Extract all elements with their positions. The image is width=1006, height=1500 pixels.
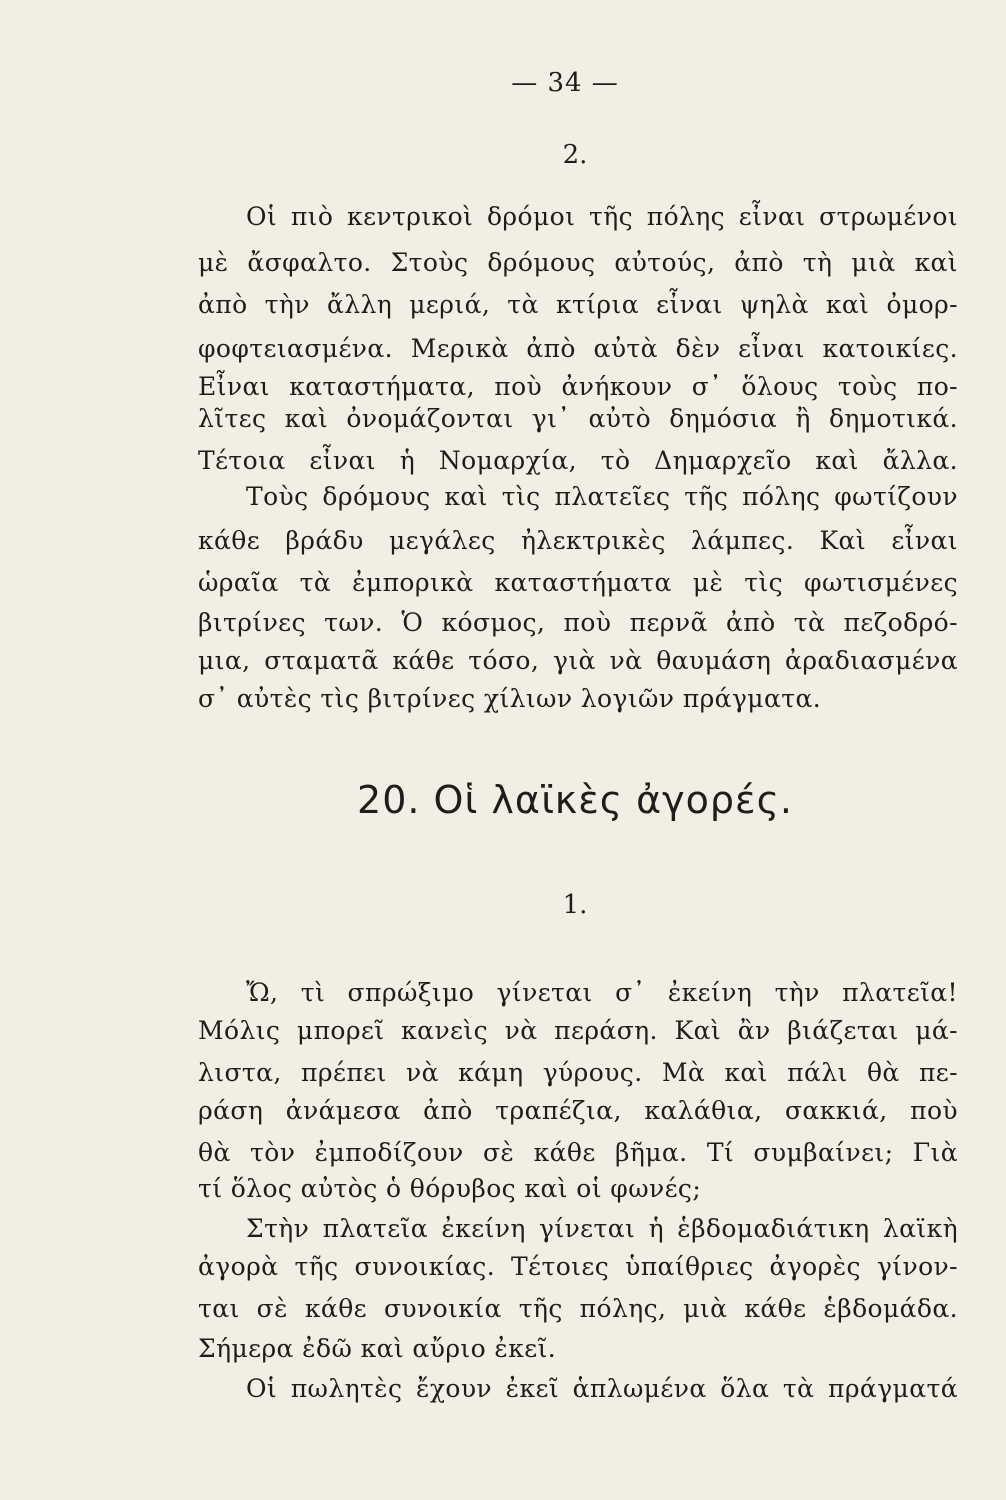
paragraph-line: κάθε βράδυ μεγάλες ἠλεκτρικὲς λάμπες. Καὶ εἶναι	[198, 526, 958, 555]
section-number: 1.	[562, 890, 588, 920]
paragraph-line: ὡραῖα τὰ ἐμπορικὰ καταστήματα μὲ τὶς φωτισμένες	[198, 568, 958, 597]
paragraph-line: μια, σταματᾶ κάθε τόσο, γιὰ νὰ θαυμάση ἀραδιασμένα	[198, 646, 958, 675]
paragraph-line: φοφτειασμένα. Μερικὰ ἀπὸ αὐτὰ δὲν εἶναι κατοικίες.	[198, 334, 958, 363]
paragraph-line: μὲ ἄσφαλτο. Στοὺς δρόμους αὐτούς, ἀπὸ τὴ μιὰ καὶ	[198, 248, 958, 277]
paragraph-line: Τέτοια εἶναι ἡ Νομαρχία, τὸ Δημαρχεῖο καὶ ἄλλα.	[198, 446, 958, 475]
paragraph-line: Στὴν πλατεῖα ἐκείνη γίνεται ἡ ἑβδομαδιάτικη λαϊκὴ	[246, 1214, 958, 1243]
section-number: 2.	[562, 140, 588, 170]
chapter-title: 20. Οἱ λαϊκὲς ἀγορές.	[357, 778, 793, 822]
paragraph-line: ράση ἀνάμεσα ἀπὸ τραπέζια, καλάθια, σακκιά, ποὺ	[198, 1096, 958, 1125]
paragraph-line: τί ὅλος αὐτὸς ὁ θόρυβος καὶ οἱ φωνές;	[198, 1174, 702, 1203]
paragraph-line: ἀπὸ τὴν ἄλλη μεριά, τὰ κτίρια εἶναι ψηλὰ καὶ ὀμορ-	[198, 290, 958, 319]
paragraph-line: λιστα, πρέπει νὰ κάμη γύρους. Μὰ καὶ πάλι θὰ πε-	[198, 1058, 958, 1087]
paragraph-line: Εἶναι καταστήματα, ποὺ ἀνήκουν σ᾽ ὅλους τοὺς πο-	[198, 372, 958, 401]
paragraph-line: Οἱ πιὸ κεντρικοὶ δρόμοι τῆς πόλης εἶναι στρωμένοι	[246, 202, 958, 231]
paragraph-line: Οἱ πωλητὲς ἔχουν ἐκεῖ ἁπλωμένα ὅλα τὰ πράγματά	[246, 1374, 958, 1403]
paragraph-line: ται σὲ κάθε συνοικία τῆς πόλης, μιὰ κάθε ἑβδομάδα.	[198, 1294, 958, 1323]
paragraph-line: βιτρίνες των. Ὁ κόσμος, ποὺ περνᾶ ἀπὸ τὰ πεζοδρό-	[198, 608, 958, 637]
paragraph-line: Ὤ, τὶ σπρώξιμο γίνεται σ᾽ ἐκείνη τὴν πλατεῖα!	[246, 978, 958, 1007]
paragraph-line: Μόλις μπορεῖ κανεὶς νὰ περάση. Καὶ ἂν βιάζεται μά-	[198, 1016, 958, 1045]
paragraph-line: σ᾽ αὐτὲς τὶς βιτρίνες χίλιων λογιῶν πράγματα.	[198, 684, 822, 713]
paragraph-line: ἀγορὰ τῆς συνοικίας. Τέτοιες ὑπαίθριες ἀγορὲς γίνον-	[198, 1252, 958, 1281]
paragraph-line: Σήμερα ἐδῶ καὶ αὔριο ἐκεῖ.	[198, 1334, 557, 1363]
paragraph-line: θὰ τὸν ἐμποδίζουν σὲ κάθε βῆμα. Τί συμβαίνει; Γιὰ	[198, 1138, 958, 1167]
paragraph-line: λῖτες καὶ ὀνομάζονται γι᾽ αὐτὸ δημόσια ἢ δημοτικά.	[198, 404, 958, 433]
paragraph-line: Τοὺς δρόμους καὶ τὶς πλατεῖες τῆς πόλης φωτίζουν	[246, 482, 958, 511]
page-number: — 34 —	[511, 68, 619, 98]
